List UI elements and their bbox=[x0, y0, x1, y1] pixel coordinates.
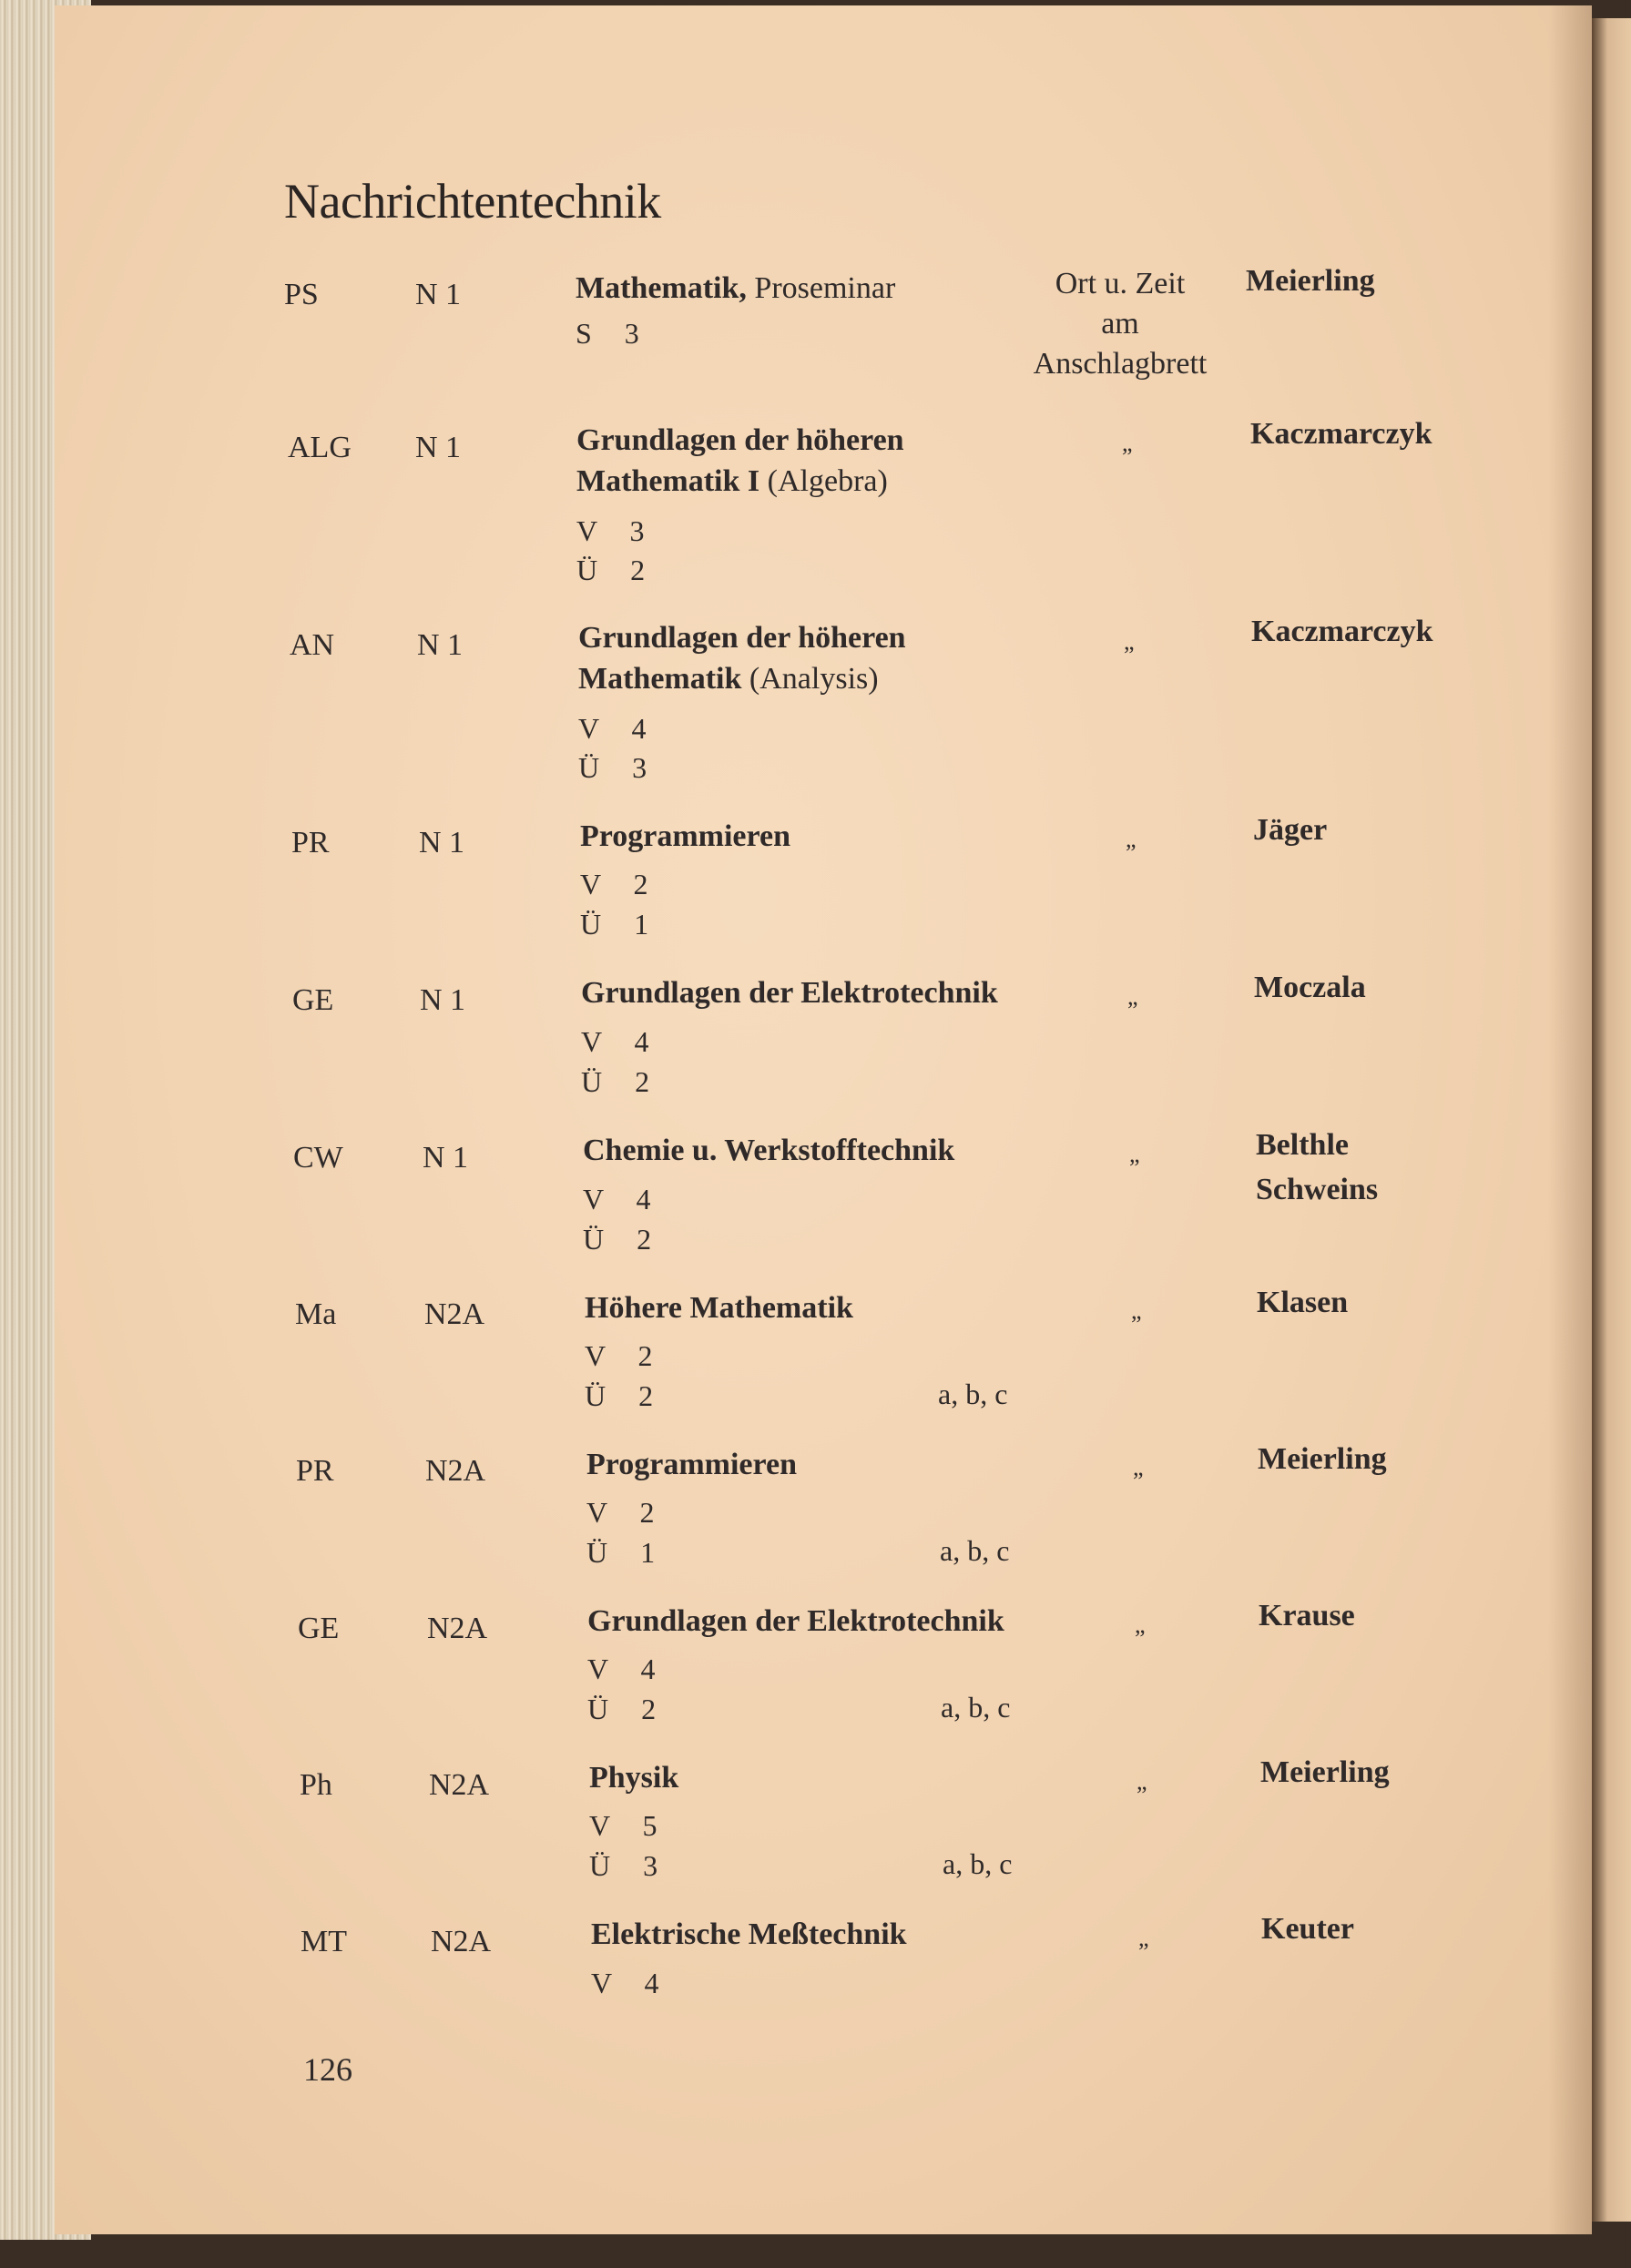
lecturer-name: Krause bbox=[1259, 1599, 1355, 1632]
course-title bbox=[578, 621, 906, 656]
course-title: Höhere Mathematik bbox=[585, 1291, 853, 1325]
hours-entry: Ü 2 bbox=[576, 554, 658, 586]
course-abbreviation: PS bbox=[284, 278, 319, 311]
hours-entry: Ü 2 bbox=[585, 1379, 667, 1412]
course-abbreviation: GE bbox=[292, 983, 334, 1017]
course-title: Grundlagen der Elektrotechnik bbox=[581, 976, 998, 1010]
course-title-rest: Proseminar bbox=[746, 271, 896, 305]
lecturer-name: Meierling bbox=[1260, 1755, 1390, 1789]
ditto-mark: „ bbox=[1124, 628, 1135, 655]
ditto-mark: „ bbox=[1126, 826, 1137, 852]
semester-code: N 1 bbox=[417, 628, 464, 662]
hours-entry: V 4 bbox=[587, 1653, 668, 1685]
course-title: Grundlagen der Elektrotechnik bbox=[587, 1604, 1004, 1638]
course-abbreviation: Ma bbox=[295, 1297, 337, 1331]
course-title: Programmieren bbox=[586, 1448, 797, 1481]
course-title bbox=[576, 464, 888, 499]
semester-code: N2A bbox=[429, 1768, 490, 1802]
ditto-mark: „ bbox=[1131, 1297, 1142, 1324]
location-note bbox=[1002, 264, 1239, 384]
hours-entry: V 4 bbox=[583, 1183, 664, 1215]
group-letters: a, b, c bbox=[943, 1847, 1013, 1880]
hours-entry: Ü 3 bbox=[578, 751, 660, 784]
semester-code: N 1 bbox=[415, 278, 462, 311]
course-title-bold: Grundlagen der höheren bbox=[576, 423, 904, 457]
semester-code: N 1 bbox=[419, 826, 465, 859]
ditto-mark: „ bbox=[1133, 1454, 1144, 1480]
lecturer-name: Belthle bbox=[1256, 1128, 1349, 1162]
hours-entry: Ü 1 bbox=[586, 1536, 668, 1569]
course-title bbox=[576, 271, 895, 306]
page-number: 126 bbox=[303, 2051, 352, 2088]
course-title-rest: (Analysis) bbox=[741, 662, 879, 696]
course-abbreviation: MT bbox=[301, 1925, 347, 1958]
course-title: Elektrische Meßtechnik bbox=[591, 1917, 907, 1951]
course-abbreviation: ALG bbox=[288, 431, 352, 464]
hours-entry: V 4 bbox=[581, 1025, 662, 1058]
hours-entry: S 3 bbox=[576, 317, 652, 350]
hours-entry: Ü 3 bbox=[589, 1849, 671, 1882]
course-title-bold: Grundlagen der höheren bbox=[578, 621, 906, 655]
ditto-mark: „ bbox=[1127, 983, 1138, 1010]
course-title-bold: Mathematik I bbox=[576, 464, 760, 498]
course-title-bold: Mathematik, bbox=[576, 271, 747, 305]
course-title-bold: Mathematik bbox=[578, 662, 742, 696]
hours-entry: V 3 bbox=[576, 514, 657, 547]
semester-code: N 1 bbox=[420, 983, 466, 1017]
semester-code: N2A bbox=[424, 1297, 485, 1331]
course-abbreviation: PR bbox=[296, 1454, 334, 1488]
lecturer-name: Klasen bbox=[1257, 1286, 1349, 1319]
ditto-mark: „ bbox=[1129, 1141, 1140, 1167]
book-page bbox=[55, 5, 1592, 2234]
hours-entry: Ü 2 bbox=[587, 1693, 669, 1725]
semester-code: N2A bbox=[427, 1612, 488, 1645]
course-abbreviation: PR bbox=[291, 826, 330, 859]
course-title-rest: (Algebra) bbox=[759, 464, 888, 498]
course-abbreviation: CW bbox=[293, 1141, 343, 1175]
adjacent-page-edge bbox=[1592, 18, 1631, 2222]
location-line: am bbox=[1101, 307, 1139, 341]
lecturer-name: Keuter bbox=[1261, 1912, 1354, 1946]
lecturer-name: Moczala bbox=[1254, 971, 1366, 1004]
hours-entry: V 5 bbox=[589, 1809, 670, 1842]
ditto-mark: „ bbox=[1135, 1612, 1146, 1638]
ditto-mark: „ bbox=[1138, 1925, 1149, 1951]
page-title: Nachrichtentechnik bbox=[284, 174, 661, 229]
semester-code: N2A bbox=[425, 1454, 486, 1488]
group-letters: a, b, c bbox=[940, 1534, 1010, 1567]
course-title: Physik bbox=[589, 1761, 679, 1795]
course-abbreviation: Ph bbox=[300, 1768, 332, 1802]
lecturer-name: Kaczmarczyk bbox=[1251, 615, 1433, 648]
location-line: Ort u. Zeit bbox=[1055, 267, 1186, 300]
hours-entry: V 2 bbox=[585, 1339, 666, 1372]
hours-entry: Ü 1 bbox=[580, 908, 662, 941]
lecturer-name: Meierling bbox=[1246, 264, 1375, 298]
location-line: Anschlagbrett bbox=[1033, 347, 1208, 381]
course-title: Chemie u. Werkstofftechnik bbox=[583, 1134, 955, 1167]
page-gutter-shadow bbox=[1548, 5, 1592, 2234]
semester-code: N 1 bbox=[415, 431, 462, 464]
hours-entry: Ü 2 bbox=[581, 1065, 663, 1098]
ditto-mark: „ bbox=[1122, 430, 1133, 456]
hours-entry: V 2 bbox=[580, 868, 661, 900]
lecturer-name: Meierling bbox=[1258, 1442, 1387, 1476]
hours-entry: V 4 bbox=[591, 1967, 672, 1999]
ditto-mark: „ bbox=[1137, 1768, 1147, 1795]
lecturer-name: Jäger bbox=[1253, 813, 1328, 847]
hours-entry: V 4 bbox=[578, 712, 659, 745]
semester-code: N2A bbox=[431, 1925, 492, 1958]
hours-entry: V 2 bbox=[586, 1496, 668, 1529]
course-abbreviation: AN bbox=[290, 628, 335, 662]
group-letters: a, b, c bbox=[938, 1378, 1008, 1410]
hours-entry: Ü 2 bbox=[583, 1223, 665, 1256]
course-abbreviation: GE bbox=[298, 1612, 340, 1645]
lecturer-name: Kaczmarczyk bbox=[1250, 417, 1432, 451]
course-title bbox=[576, 423, 904, 458]
group-letters: a, b, c bbox=[941, 1691, 1011, 1724]
course-title bbox=[578, 662, 879, 697]
course-title: Programmieren bbox=[580, 819, 790, 853]
lecturer-name: Schweins bbox=[1256, 1173, 1379, 1206]
semester-code: N 1 bbox=[423, 1141, 469, 1175]
